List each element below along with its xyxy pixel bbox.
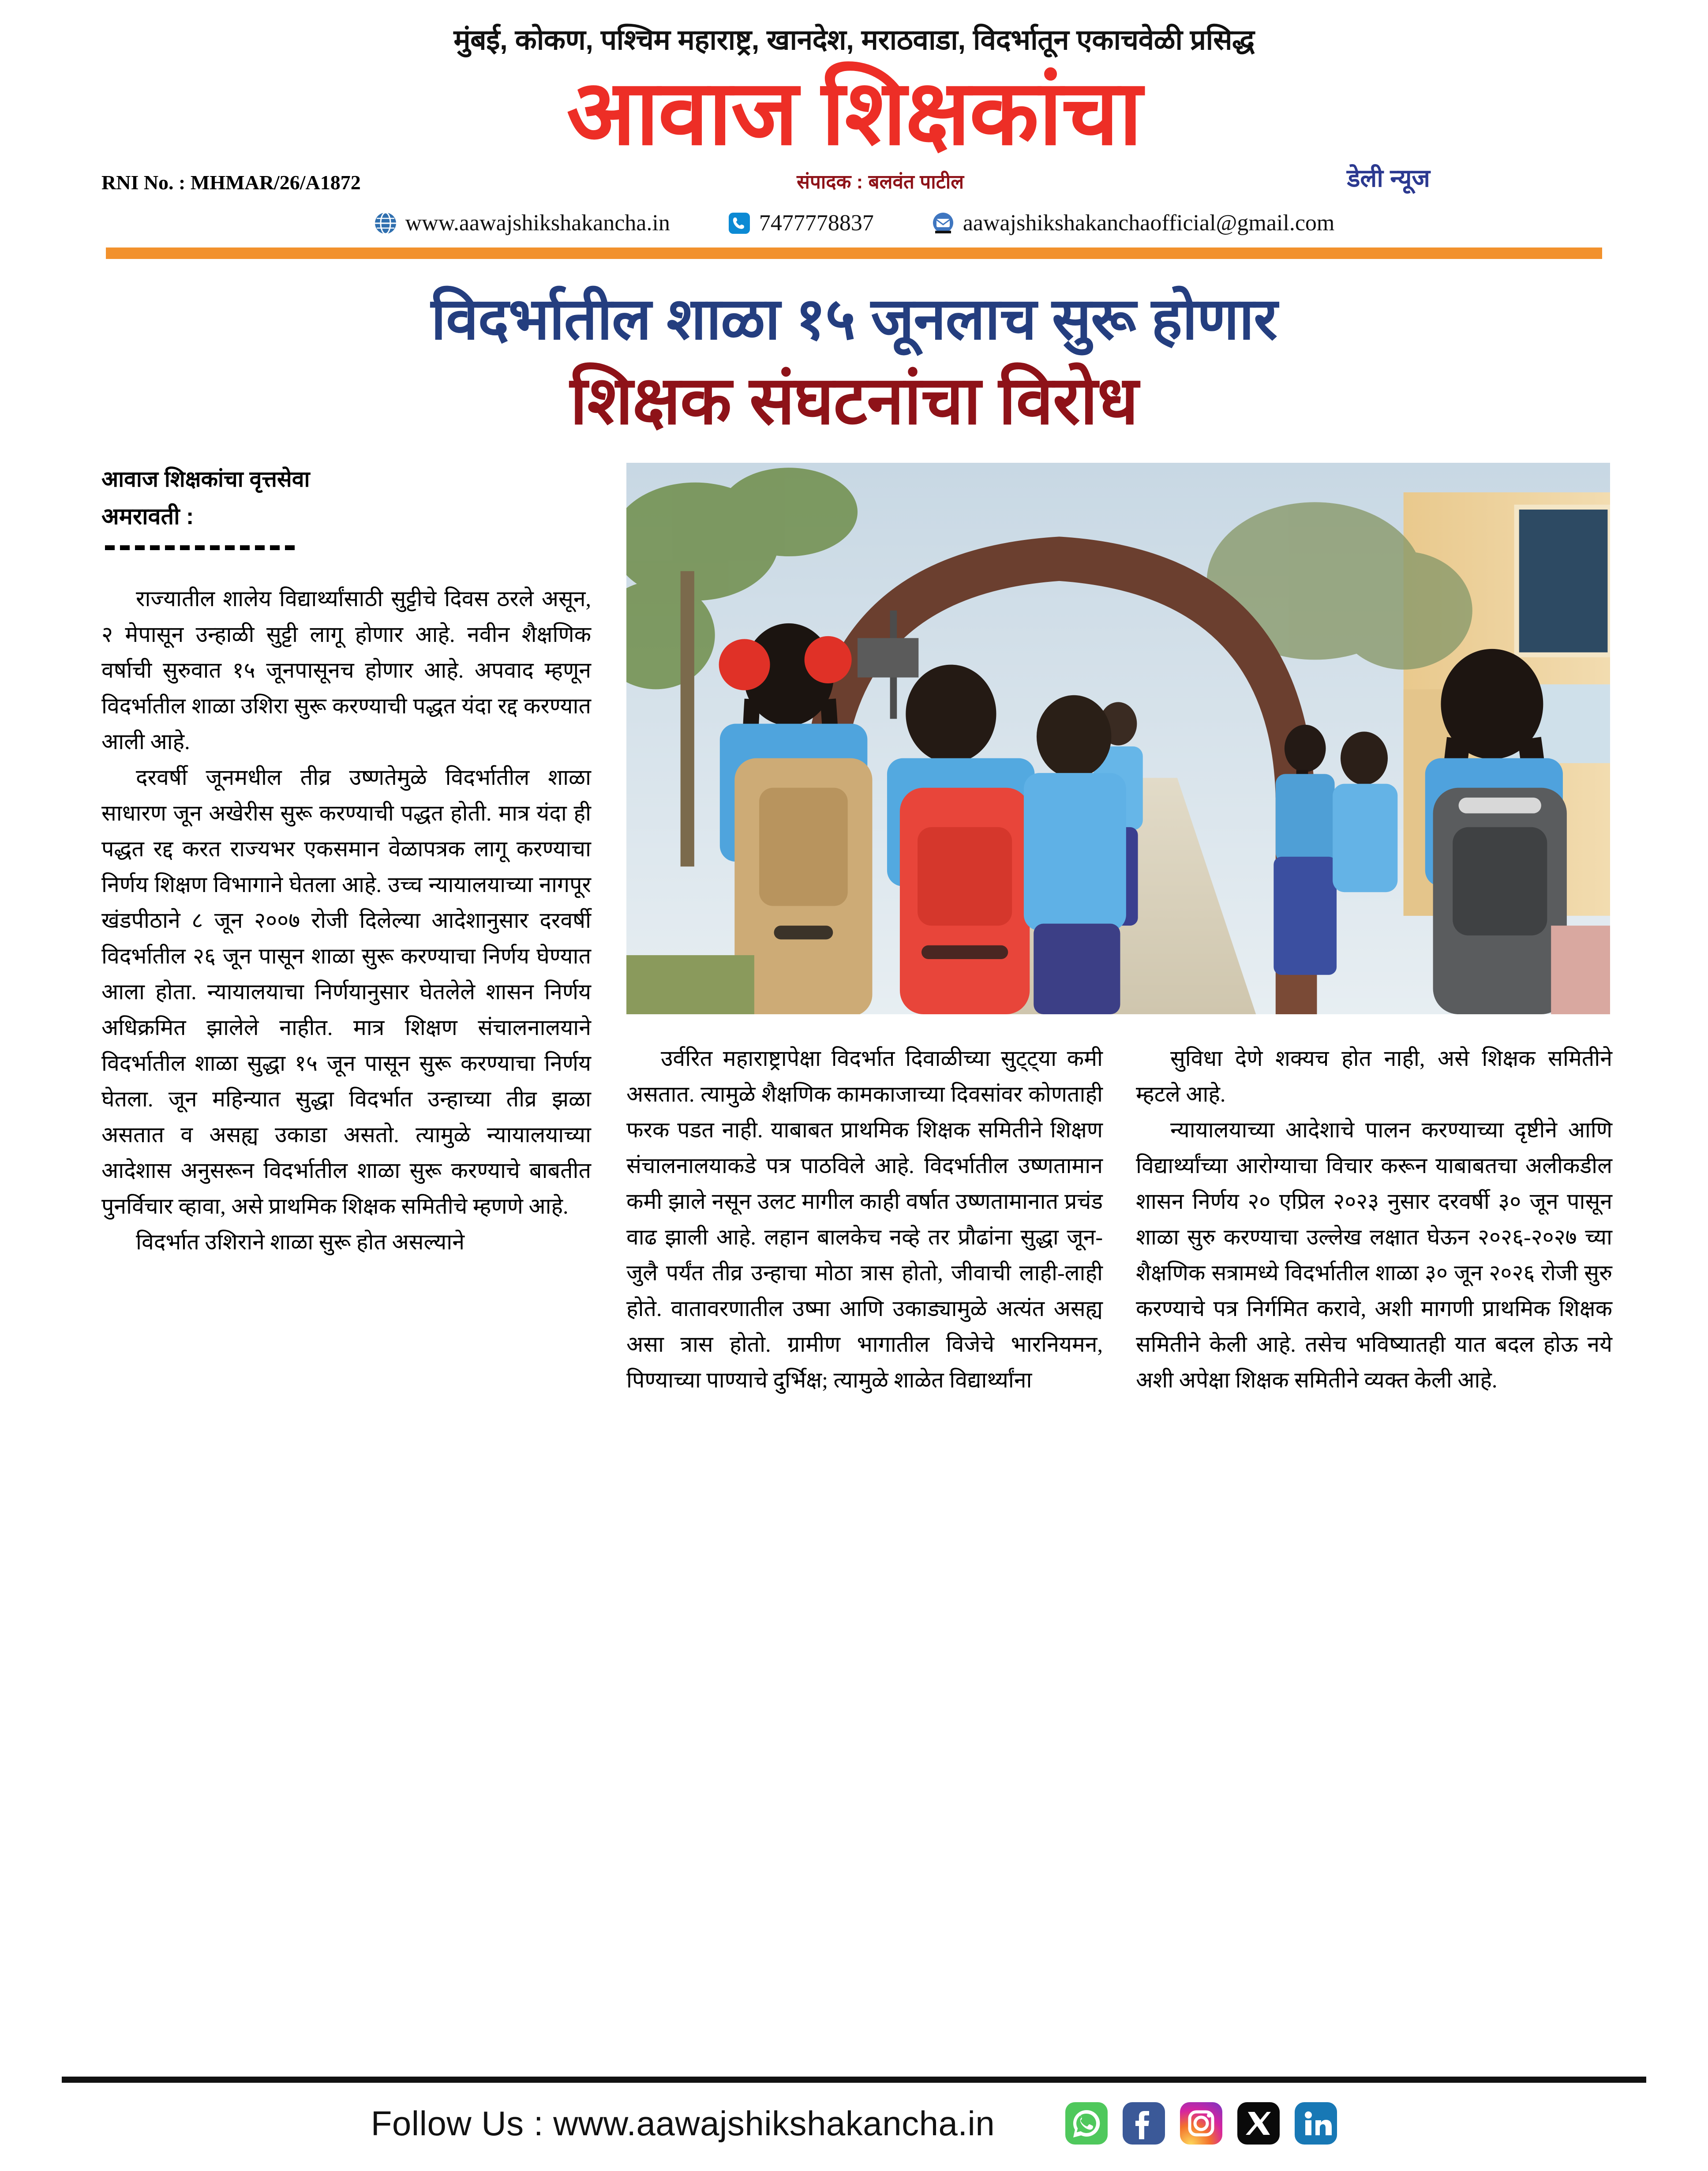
email-contact[interactable]	[931, 210, 1335, 236]
paragraph: न्यायालयाच्या आदेशाचे पालन करण्याच्या दृष्टीने आणि विद्यार्थ्यांच्या आरोग्याचा विचार करून याबाबतचा अलीकडील शासन निर्णय २० एप्रिल २०२३ नुसार दरवर्षी ३० जून पासून शाळा सुरु करण्याचा उल्लेख लक्षात घेऊन २०२६-२०२७ च्या शैक्षणिक सत्रामध्ये विदर्भातील शाळा ३० जून २०२६ रोजी सुरु करण्याचे पत्र निर्गमित करावे, अशी मागणी प्राथमिक शिक्षक समितीने केली आहे. तसेच भविष्यातही यात बदल होऊ नये अशी अपेक्षा शिक्षक समितीने व्यक्त केली आहे.	[1136, 1117, 1612, 1393]
masthead-tagline: मुंबई, कोकण, पश्चिम महाराष्ट्र, खानदेश, मराठवाडा, विदर्भातून एकाचवेळी प्रसिद्ध	[453, 24, 1255, 56]
masthead-id-row	[66, 161, 1642, 194]
follow-us-text: Follow Us : www.aawajshikshakancha.in	[371, 2104, 995, 2143]
article-column-3	[1136, 1041, 1612, 1398]
article-body	[101, 463, 1615, 1627]
whatsapp-icon[interactable]	[1065, 2102, 1108, 2145]
daily-news-label: डेली न्यूज	[1347, 164, 1430, 192]
headline-secondary: शिक्षक संघटनांचा विरोध	[570, 363, 1138, 439]
email-icon	[931, 211, 955, 235]
footer-divider	[62, 2077, 1646, 2083]
phone-text: 7477778837	[759, 210, 874, 236]
phone-contact[interactable]	[727, 210, 874, 236]
facebook-icon[interactable]	[1123, 2102, 1165, 2145]
paragraph: दरवर्षी जूनमधील तीव्र उष्णतेमुळे विदर्भातील शाळा साधारण जून अखेरीस सुरू करण्याची पद्धत होती. मात्र यंदा ही पद्धत रद्द करत राज्यभर एकसमान वेळापत्रक लागू करण्याचा निर्णय शिक्षण विभागाने घेतला आहे. उच्च न्यायालयाच्या नागपूर खंडपीठाने ८ जून २००७ रोजी दिलेल्या आदेशानुसार दरवर्षी विदर्भातील २६ जून पासून शाळा सुरू करण्याचा निर्णय घेण्यात आला होता. न्यायालयाचा निर्णयानुसार घेतलेले शासन निर्णय अधिक्रमित झालेले नाहीत. मात्र शिक्षण संचालनालयाने विदर्भातील शाळा सुद्धा १५ जून पासून सुरू करण्याचा निर्णय घेतला. जून महिन्यात सुद्धा विदर्भात उन्हाच्या तीव्र झळा असतात व असह्य उकाडा असतो. त्यामुळे न्यायालयाच्या आदेशास अनुसरून विदर्भातील शाळा सुरू करण्याचे बाबतीत पुनर्विचार व्हावा, असे प्राथमिक शिक्षक समितीचे म्हणणे आहे.	[101, 765, 591, 1219]
social-links	[1065, 2102, 1337, 2145]
paragraph: सुविधा देणे शक्यच होत नाही, असे शिक्षक समितीने म्हटले आहे.	[1136, 1046, 1612, 1107]
paragraph: विदर्भात उशिराने शाळा सुरू होत असल्याने	[136, 1230, 464, 1255]
phone-icon	[727, 211, 751, 235]
email-text: aawajshikshakanchaofficial@gmail.com	[963, 210, 1335, 236]
byline	[101, 463, 591, 558]
paragraph: उर्वरित महाराष्ट्रापेक्षा विदर्भात दिवाळीच्या सुट्ट्या कमी असतात. त्यामुळे शैक्षणिक कामकाजाच्या दिवसांवर कोणताही फरक पडत नाही. याबाबत प्राथमिक शिक्षक समितीने शिक्षण संचालनालयाकडे पत्र पाठविले आहे. विदर्भातील उष्णतामान कमी झाले नसून उलट मागील काही वर्षात उष्णतामानात प्रचंड वाढ झाली आहे. लहान बालकेच नव्हे तर प्रौढांना सुद्धा जून-जुलै पर्यंत तीव्र उन्हाचा मोठा त्रास होतो, जीवाची लाही-लाही होते. वातावरणातील उष्मा आणि उकाड्यामुळे अत्यंत असह्य असा त्रास होतो. ग्रामीण भागातील विजेचे भारनियमन, पिण्याच्या पाण्याचे दुर्भिक्ष; त्यामुळे शाळेत विद्यार्थ्यांना	[626, 1046, 1103, 1393]
headline-primary: विदर्भातील शाळा १५ जूनलाच सुरू होणार	[431, 286, 1277, 352]
paragraph: राज्यातील शालेय विद्यार्थ्यांसाठी सुट्टीचे दिवस ठरले असून, २ मेपासून उन्हाळी सुट्टी लागू होणार आहे. नवीन शैक्षणिक वर्षाची सुरुवात १५ जूनपासूनच होणार आहे. अपवाद म्हणून विदर्भातील शाळा उशिरा सुरू करण्याची पद्धत यंदा रद्द करण्यात आली आहे.	[101, 586, 591, 754]
article-column-2	[626, 1041, 1103, 1398]
linkedin-icon[interactable]	[1295, 2102, 1337, 2145]
newspaper-logo-title: आवाज शिक्षकांचा	[566, 62, 1142, 164]
page-footer	[0, 2077, 1708, 2171]
byline-dateline: अमरावती :	[101, 504, 194, 530]
article-photo	[626, 463, 1610, 1014]
globe-icon	[374, 211, 397, 235]
byline-agency: आवाज शिक्षकांचा वृत्तसेवा	[101, 467, 310, 492]
website-text: www.aawajshikshakancha.in	[405, 210, 670, 236]
website-contact[interactable]	[374, 210, 670, 236]
masthead	[0, 0, 1708, 259]
school-children-photo-illustration	[626, 463, 1610, 1014]
contact-row	[66, 210, 1642, 236]
article-column-1	[101, 581, 591, 1260]
instagram-icon[interactable]	[1180, 2102, 1222, 2145]
editor-name: संपादक : बलवंत पाटील	[797, 171, 964, 193]
orange-divider	[106, 247, 1602, 259]
byline-dashed-rule	[105, 545, 295, 550]
rni-number: RNI No. : MHMAR/26/A1872	[101, 171, 361, 194]
x-twitter-icon[interactable]	[1237, 2102, 1280, 2145]
